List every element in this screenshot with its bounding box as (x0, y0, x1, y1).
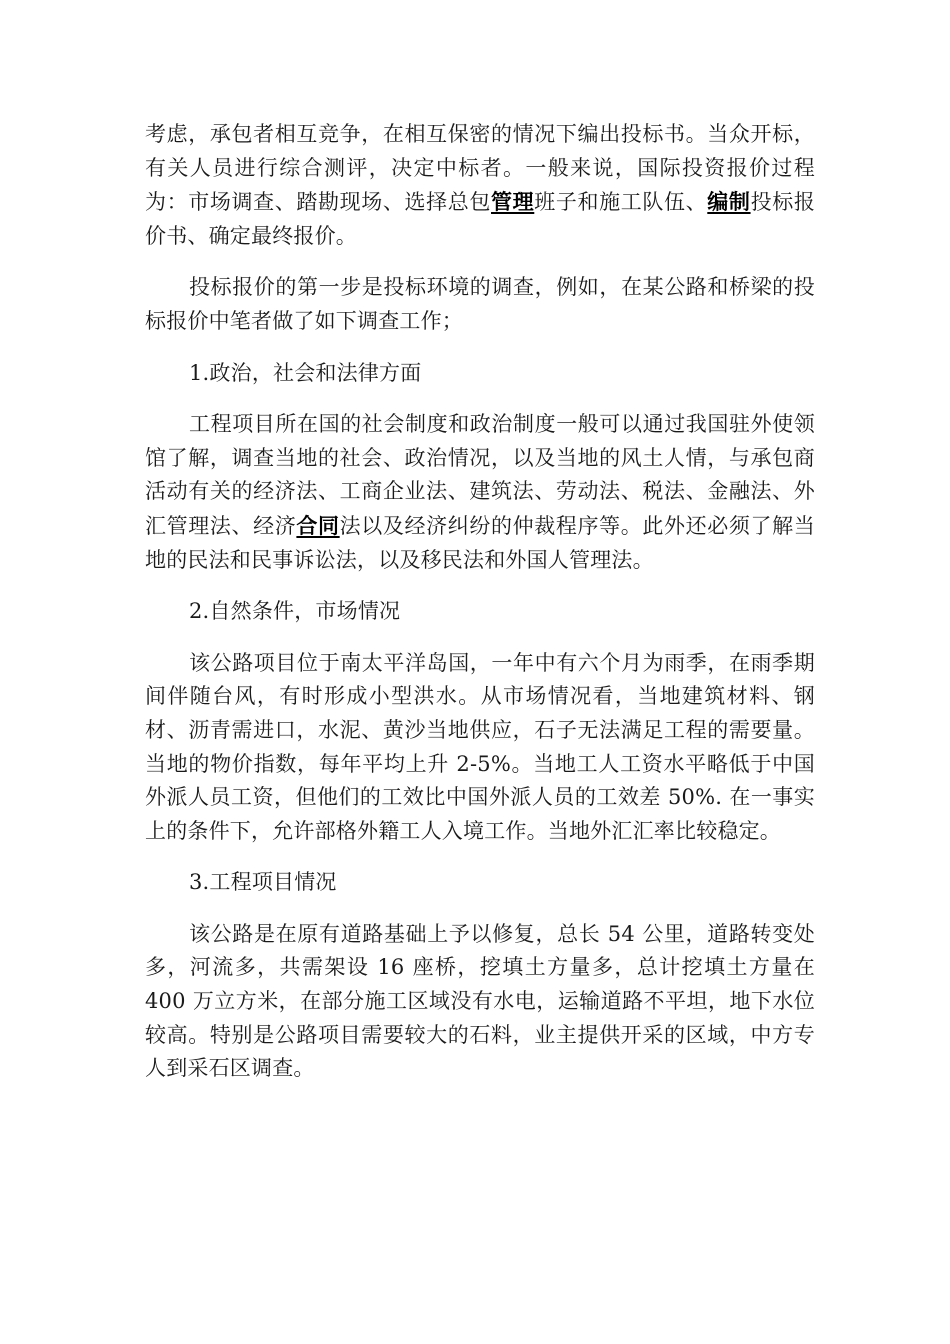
paragraph-text: 工程项目所在国的社会制度和政治制度一般可以通过我国驻外使领馆了解，调查当地的社会、政治情况，以及当地的风土人情，与承包商活动有关的经济法、工商企业法、建筑法、劳动法、税法、金融法、外汇管理法、经济 (145, 412, 815, 538)
paragraph-text: 考虑，承包者相互竞争，在相互保密的情况下编出投标书。当众开标，有关人员进行综合测评，决定中标者。一般来说，国际投资报价过程为：市场调查、踏勘现场、选择总包 (145, 122, 815, 215)
paragraph-natural-market: 该公路项目位于南太平洋岛国，一年中有六个月为雨季，在雨季期间伴随台风，有时形成小型洪水。从市场情况看，当地建筑材料、钢材、沥青需进口，水泥、黄沙当地供应，石子无法满足工程的需要量。当地的物价指数，每年平均上升 2-5%。当地工人工资水平略低于中国外派人员工资，但他们的工效比中国外派人员的工效差 50%. 在一事实上的条件下，允许部格外籍工人入境工作。当地外汇汇率比较稳定。 (145, 650, 815, 843)
document-page (145, 118, 815, 1086)
link-compile[interactable]: 编制 (707, 189, 751, 215)
section-heading-natural-market: 2.自然条件，市场情况 (189, 599, 401, 624)
paragraph-text: 投标报价书、确定最终报价。 (145, 190, 816, 248)
link-contract[interactable]: 合同 (296, 512, 340, 538)
section-heading-project: 3.工程项目情况 (189, 870, 337, 895)
paragraph-bidding-process (145, 118, 815, 253)
paragraph-political-legal (145, 408, 815, 577)
paragraph-text: 法以及经济纠纷的仲裁程序等。此外还必须了解当地的民法和民事诉讼法，以及移民法和外国人管理法。 (145, 513, 816, 572)
section-heading-political: 1.政治，社会和法律方面 (189, 360, 422, 385)
paragraph-survey-intro: 投标报价的第一步是投标环境的调查，例如，在某公路和桥梁的投标报价中笔者做了如下调查工作； (145, 275, 815, 333)
link-management[interactable]: 管理 (491, 189, 535, 215)
paragraph-text: 班子和施工队伍、 (534, 190, 708, 215)
paragraph-project-details: 该公路是在原有道路基础上予以修复，总长 54 公里，道路转变处多，河流多，共需架设 16 座桥，挖填土方量多，总计挖填土方量在 400 万立方米，在部分施工区域没有水电，运输道路不平坦，地下水位较高。特别是公路项目需要较大的石料，业主提供开采的区域，中方专人到采石区调查。 (145, 921, 815, 1081)
